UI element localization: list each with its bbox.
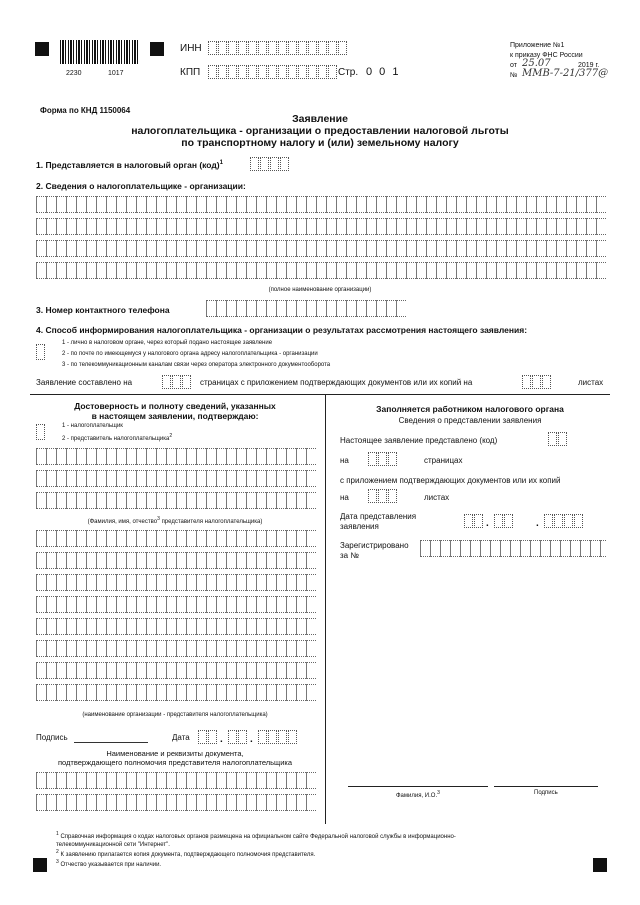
footnote-3-num: 3 [56,859,59,865]
inn-label: ИНН [180,43,202,54]
kpp-field[interactable] [208,65,338,79]
org-name-row-3[interactable] [36,240,606,257]
rep-fio-caption-text: (Фамилия, имя, отчество [87,519,158,525]
section-4-label: 4. Способ информирования налогоплательщика - организации о результатах рассмотрения настоящего заявления: [36,325,528,335]
right-pages-label: страницах [424,456,463,465]
footnote-2 [56,849,315,858]
rep-fio-caption-sup: 3 [157,516,160,522]
pages-count-field[interactable] [162,375,192,389]
signer-type-field[interactable] [36,424,46,440]
rep-fio-row-2[interactable] [36,470,316,487]
submit-code-field[interactable] [548,432,568,446]
inn-field[interactable] [208,41,348,55]
registered-label-1: Зарегистрировано [340,541,409,550]
footnote-3 [56,859,161,868]
appendix-line1: Приложение №1 [510,42,565,49]
section-2-label: 2. Сведения о налогоплательщике - организации: [36,181,246,191]
submit-month-field[interactable] [494,514,514,528]
barcode-number-right: 1017 [108,70,124,77]
rep-org-row-7[interactable] [36,662,316,679]
date-dot-1: . [220,734,223,745]
signature-label: Подпись [36,733,68,742]
doc-heading-2: подтверждающего полномочия представителя налогоплательщика [57,758,293,767]
submit-date-label-1: Дата представления [340,512,417,521]
appendix-num-prefix: № [510,72,518,79]
doc-row-2[interactable] [36,794,316,811]
staff-fio-caption-sup: 3 [437,790,440,796]
right-on-2: на [340,493,349,502]
right-attach-label: с приложением подтверждающих документов или их копий [340,476,561,485]
rep-fio-caption-end: представителя налогоплательщика) [161,519,263,525]
signer-option-2-sup: 2 [169,433,173,439]
section-1-label [36,160,223,170]
rep-org-row-6[interactable] [36,640,316,657]
submit-code-label: Настоящее заявление представлено (код) [340,436,498,445]
staff-sign-line[interactable] [494,786,598,787]
signer-option-1: 1 - налогоплательщик [62,423,123,429]
appendix-line2: к приказу ФНС России [510,52,583,59]
pages-middle: страницах с приложением подтверждающих документов или их копий на [200,378,473,387]
section-1-text: 1. Представляется в налоговый орган (код) [36,160,220,170]
footnote-1 [56,830,576,849]
registration-mark-bottom-right [593,858,607,872]
phone-field[interactable] [206,300,406,317]
rep-org-row-8[interactable] [36,684,316,701]
date-month-field[interactable] [228,730,248,744]
right-sheets-field[interactable] [368,489,398,503]
rep-org-row-3[interactable] [36,574,316,591]
registered-label-2: за № [340,551,359,560]
rep-fio-caption [30,516,320,525]
staff-fio-caption [396,790,440,799]
section-divider [30,394,610,395]
rep-org-caption: (наименование организации - представителя налогоплательщика) [82,712,268,718]
org-name-row-4[interactable] [36,262,606,279]
submit-day-field[interactable] [464,514,484,528]
staff-heading: Заполняется работником налогового органа [376,404,564,414]
appendix-date-prefix: от [510,62,517,69]
staff-fio-line[interactable] [348,786,488,787]
submit-dot-1: . [486,518,489,529]
org-name-row-1[interactable] [36,196,606,213]
signer-option-2 [62,433,172,442]
section-3-label: 3. Номер контактного телефона [36,305,170,315]
footnote-1-text: Справочная информация о кодах налоговых органов размещена на официальном сайте Федеральной налоговой службы в информационно- [60,834,456,840]
registration-mark-top-left [35,42,49,56]
right-sheets-label: листах [424,493,450,502]
right-on-1: на [340,456,349,465]
date-day-field[interactable] [198,730,218,744]
column-divider [325,394,326,824]
registration-mark-bottom-left [33,858,47,872]
rep-org-row-2[interactable] [36,552,316,569]
date-dot-2: . [250,734,253,745]
kpp-label: КПП [180,67,201,78]
footnote-2-num: 2 [56,849,59,855]
org-name-row-2[interactable] [36,218,606,235]
right-pages-field[interactable] [368,452,398,466]
tax-office-code-field[interactable] [250,157,290,171]
footnote-1-text-cont: телекоммуникационной сети "Интернет". [56,842,170,848]
inform-method-field[interactable] [36,344,46,360]
rep-fio-row-3[interactable] [36,492,316,509]
signer-option-2-text: 2 - представитель налогоплательщика [62,436,170,442]
appendix-num-value: ММВ-7-21/377@ [522,68,609,79]
barcode-number-left: 2230 [66,70,82,77]
knd-code: Форма по КНД 1150064 [40,106,131,115]
page-label: Стр. [338,67,359,78]
pages-prefix: Заявление составлено на [36,378,133,387]
registration-mark-top-mid [150,42,164,56]
rep-org-row-1[interactable] [36,530,316,547]
form-title-2: налогоплательщика - организации о предоставлении налоговой льготы [131,125,509,137]
footnote-3-text: Отчество указывается при наличии. [60,862,162,868]
confirm-heading-1: Достоверность и полноту сведений, указанных [74,401,276,411]
date-year-field[interactable] [258,730,298,744]
submit-year-field[interactable] [544,514,584,528]
submit-date-label-2: заявления [340,522,379,531]
page-number: 0 0 1 [366,66,401,78]
pages-suffix: листах [578,378,604,387]
submit-dot-2: . [536,518,539,529]
inform-option-3: 3 - по телекоммуникационным каналам связи через оператора электронного документооборота [62,362,331,368]
doc-row-1[interactable] [36,772,316,789]
form-title-1: Заявление [292,113,348,125]
section-1-sup: 1 [219,160,223,167]
signature-line[interactable] [74,742,148,743]
staff-sign-caption: Подпись [534,790,558,796]
footnote-1-num: 1 [56,831,59,837]
inform-option-2: 2 - по почте по имеющемуся у налогового органа адресу налогоплательщика - организации [62,351,318,357]
appendix-year: 2019 г. [578,62,600,69]
org-name-caption: (полное наименование организации) [268,287,372,293]
staff-fio-caption-text: Фамилия, И.О. [396,793,438,799]
confirm-heading-2: в настоящем заявлении, подтверждаю: [91,411,259,421]
barcode [60,40,138,64]
doc-heading-1: Наименование и реквизиты документа, [106,749,244,758]
rep-fio-row-1[interactable] [36,448,316,465]
sheets-count-field[interactable] [522,375,552,389]
footnote-2-text: К заявлению прилагается копия документа, подтверждающего полномочия представителя. [60,852,316,858]
form-title-3: по транспортному налогу и (или) земельному налогу [181,137,459,149]
inform-option-1: 1 - лично в налоговом органе, через который подано настоящее заявление [62,340,273,346]
rep-org-row-4[interactable] [36,596,316,613]
appendix-date-value: 25.07 [522,58,551,69]
rep-org-row-5[interactable] [36,618,316,635]
date-label: Дата [172,733,190,742]
staff-subheading: Сведения о представлении заявления [398,416,542,425]
registered-number-field[interactable] [420,540,606,557]
